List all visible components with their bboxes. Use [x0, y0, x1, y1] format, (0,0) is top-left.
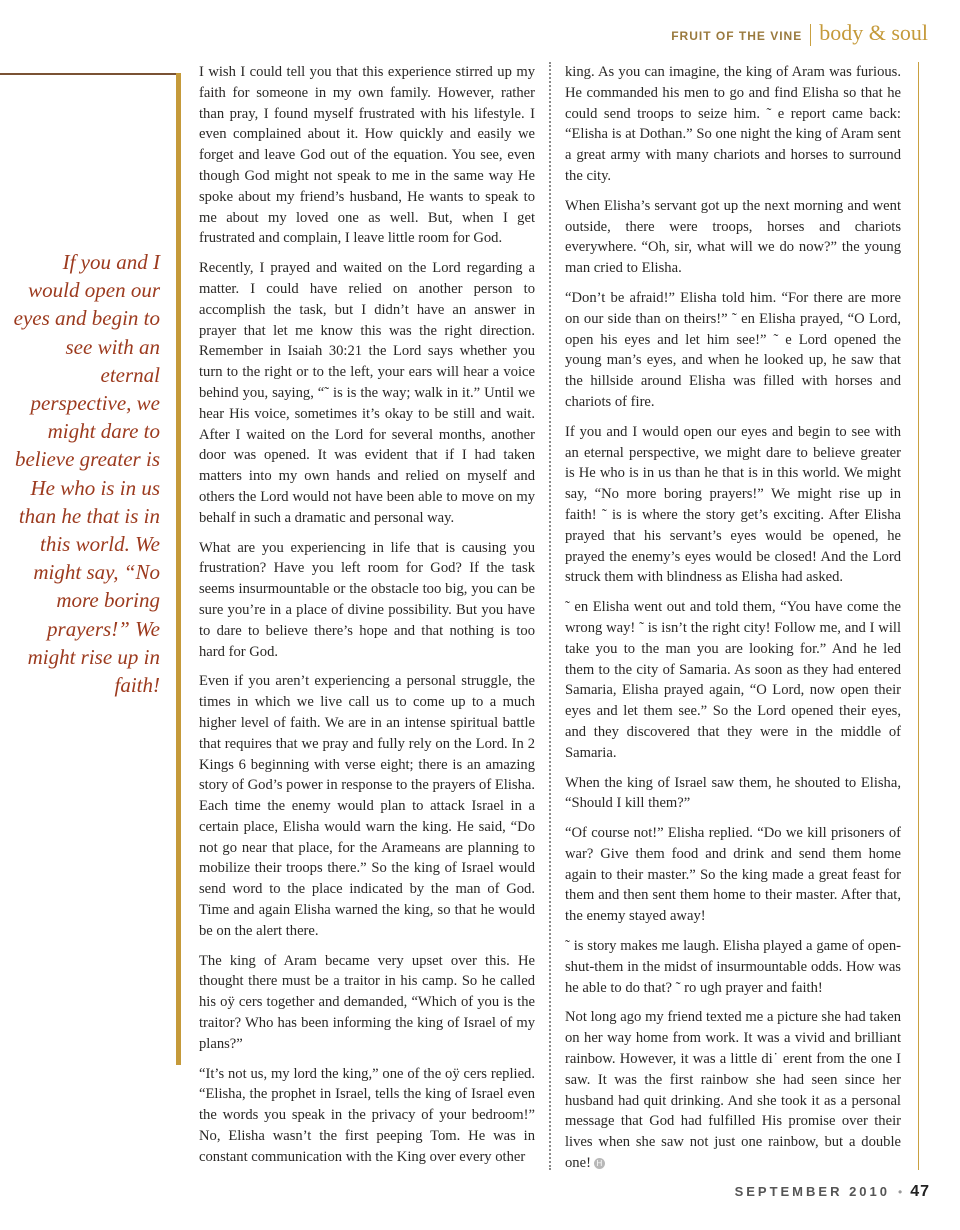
right-margin-rule: [918, 62, 919, 1170]
header-divider: [810, 24, 811, 46]
paragraph: Even if you aren’t experiencing a personal struggle, the times in which we live call us to come up to a much higher level of faith. We are in an intense spiritual battle that requires that we pray and fully rely on the Lord. In 2 Kings 6 beginning with verse eight; there is an amazing story of God’s power in response to the prayers of Elisha. Each time the enemy would plan to attack Israel in a certain place, Elisha would warn the king. He said, “Do not go near that place, for the Arameans are planning to mobilize their troops there.” So the king of Israel would send word to the place indicated by the man of God. Time and again Elisha warned the king, so that he would be on the alert there.: [199, 673, 535, 939]
page-footer: [735, 1183, 930, 1201]
article-column-left: [199, 62, 535, 1177]
pull-quote: If you and I would open our eyes and begin to see with an eternal perspective, we might dare to believe greater is He who is in us than he that is in this world. We might say, “No more boring prayers!” We might rise up in faith!: [13, 250, 160, 698]
column-kicker: FRUIT OF THE VINE: [671, 29, 803, 43]
paragraph: ˜ en Elisha went out and told them, “You have come the wrong way! ˜ is isn’t the right city! Follow me, and I will take you to the man you are looking for.” And he led them to the city of Samaria. As soon as they had entered Samaria, Elisha prayed again, “O Lord, now open their eyes and let them see.” So the Lord opened their eyes, and they discovered that they were in the middle of Samaria.: [565, 599, 901, 761]
paragraph: When Elisha’s servant got up the next morning and went outside, there were troops, horses and chariots everywhere. “Oh, sir, what will we do now?” the young man cried to Elisha.: [565, 197, 901, 277]
issue-date: SEPTEMBER 2010: [734, 1184, 890, 1199]
paragraph: “It’s not us, my lord the king,” one of the oÿ cers replied. “Elisha, the prophet in Israel, tells the king of Israel even the words you speak in the privacy of your bedroom!” No, Elisha wasn’t the first peeping Tom. He was in constant communication with the King over every other: [199, 1065, 535, 1165]
paragraph: “Of course not!” Elisha replied. “Do we kill prisoners of war? Give them food and drink and send them home again to their master.” So the king made a great feast for them and then sent them home to their master. After that, the enemy stayed away!: [565, 825, 901, 925]
paragraph: Recently, I prayed and waited on the Lord regarding a matter. I could have relied on another person to accomplish the task, but I didn’t have an answer in prayer that let me know this was the right direction. Remember in Isaiah 30:21 the Lord says whether you turn to the right or to the left, your ears will hear a voice behind you, saying, “˜ is is the way; walk in it.” Until we hear His voice, sometimes it’s okay to be still and wait. After I waited on the Lord for several months, another door was opened. It was evident that if I had taken matters into my own hands and relied on myself and others the Lord would not have been able to move on my behalf in such a dramatic and personal way.: [199, 260, 535, 526]
paragraph: What are you experiencing in life that is causing you frustration? Have you left room for God? If the task seems insurmountable or the obstacle too big, you can be sure you’re in a place of divine possibility. But you have to dare to believe there’s hope and that nothing is too hard for God.: [199, 539, 535, 660]
paragraph: When the king of Israel saw them, he shouted to Elisha, “Should I kill them?”: [565, 774, 901, 812]
paragraph: The king of Aram became very upset over this. He thought there must be a traitor in his camp. So he called his oÿ cers together and demanded, “Which of you is the traitor? Who has been informing the king of Israel of my plans?”: [199, 952, 535, 1052]
end-of-article-icon: H: [594, 1158, 605, 1169]
paragraph: ˜ is story makes me laugh. Elisha played a game of open-shut-them in the midst of insurmountable odds. How was he able to do that? ˜ ro ugh prayer and faith!: [565, 938, 901, 996]
paragraph: [565, 1007, 901, 1173]
section-header: [671, 20, 928, 50]
paragraph: If you and I would open our eyes and begin to see with an eternal perspective, we might dare to believe greater is He who is in us than he that is in this world. We might say, “No more boring prayers!” We might rise up in faith! ˜ is is where the story get’s exciting. After Elisha prayed that his servant’s eyes would be opened, he prayed the enemy’s eyes would be closed! And the Lord struck them with blindness as Elisha had asked.: [565, 423, 901, 586]
pullquote-top-rule: [0, 73, 180, 75]
article-column-right: [565, 62, 901, 1183]
paragraph: “Don’t be afraid!” Elisha told him. “For there are more on our side than on theirs!” ˜ en Elisha prayed, “O Lord, open his eyes and let him see!” ˜ e Lord opened the young man’s eyes, and when he looked up, he saw that the hillside around Elisha was filled with horses and chariots of fire.: [565, 289, 901, 410]
section-title: body & soul: [819, 20, 928, 45]
footer-bullet: •: [898, 1185, 903, 1199]
paragraph: king. As you can imagine, the king of Aram was furious. He commanded his men to go and find Elisha so that he could send troops to seize him. ˜ e report came back: “Elisha is at Dothan.” So one night the king of Aram sent a great army with many chariots and horses to surround the city.: [565, 64, 901, 184]
paragraph: I wish I could tell you that this experience stirred up my faith for someone in my own family. However, rather than pray, I found myself frustrated with his lifestyle. I even complained about it. How quickly and easily we forget and leave God out of the equation. You see, even though God might not speak to me in the same way He spoke about my friend’s husband, He wants to speak to me about my loved one as well. But, when I get frustrated and complain, I leave little room for God.: [199, 64, 535, 247]
page-number: 47: [910, 1183, 930, 1200]
paragraph-text: Not long ago my friend texted me a picture she had taken on her way home from work. It was a vivid and brilliant rainbow. However, it was a little di˙ erent from the one I saw. It was the first rainbow she had seen since her husband had quit drinking. And she took it as a personal message that God had fulfilled His promise over their lives when she saw not just one rainbow, but a double one!: [565, 1009, 901, 1172]
pullquote-side-rule: [176, 73, 181, 1065]
column-divider: [549, 62, 551, 1170]
